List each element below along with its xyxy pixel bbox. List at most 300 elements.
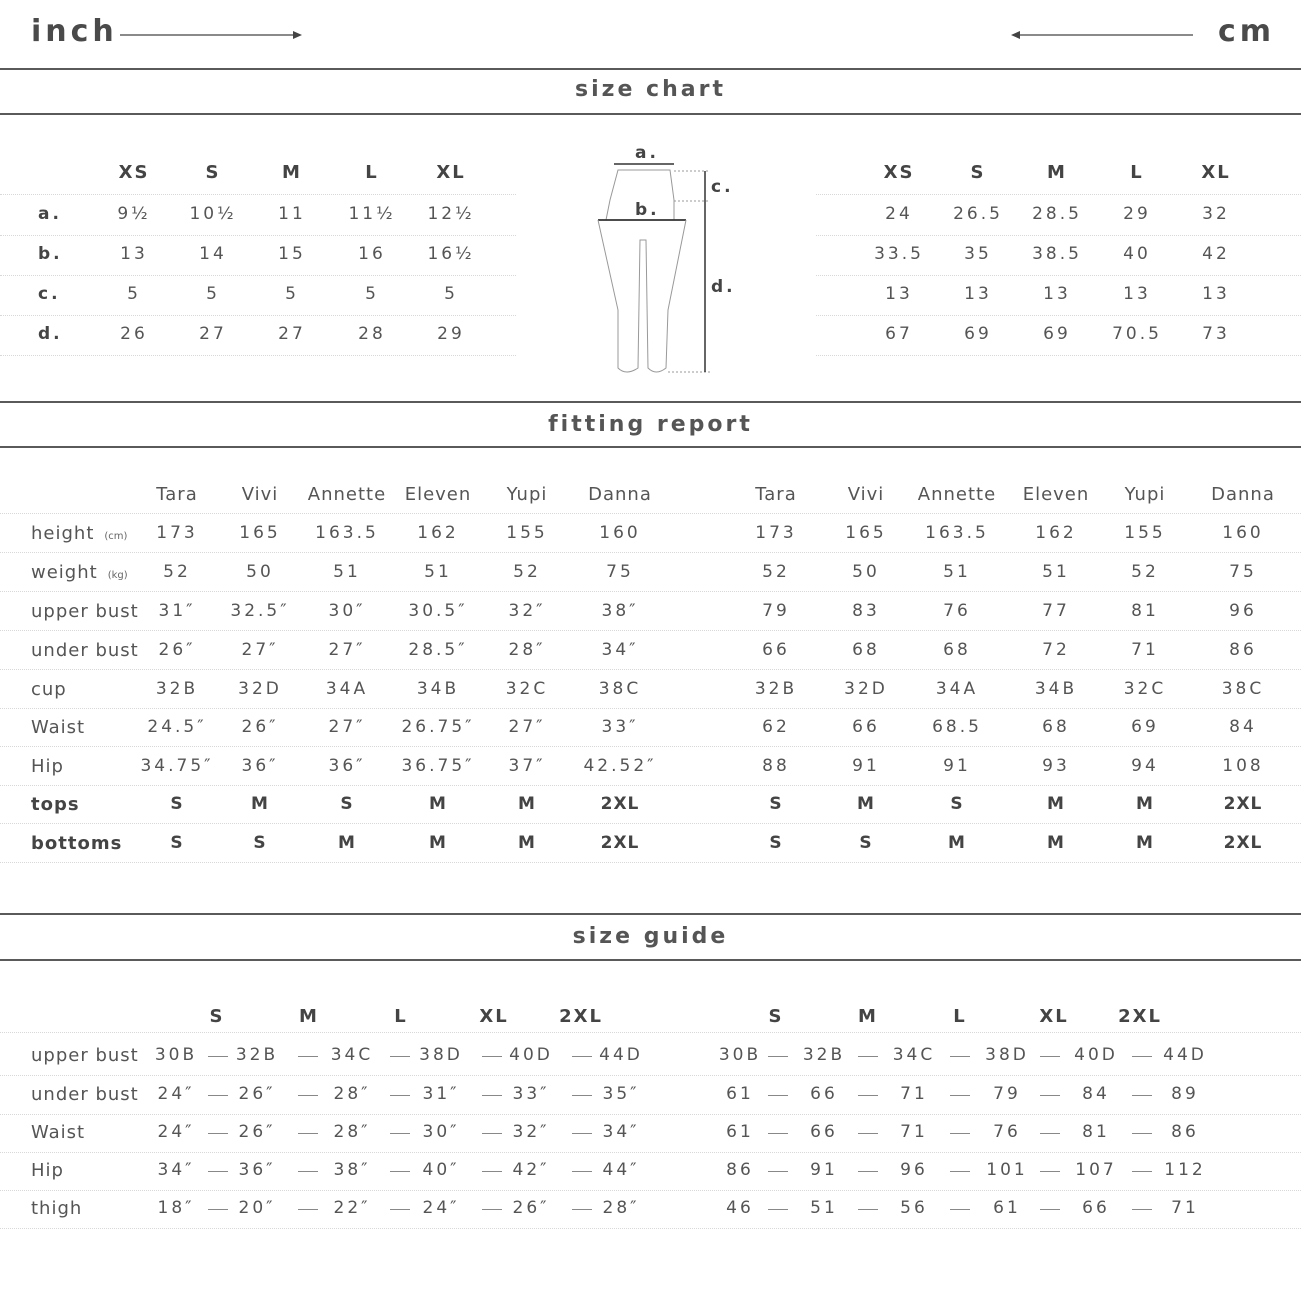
row-label-text: tops bbox=[31, 794, 80, 815]
range-dash bbox=[1132, 1209, 1152, 1210]
range-dash bbox=[482, 1133, 502, 1134]
row-label-text: Waist bbox=[31, 717, 86, 738]
table-cell: 66 bbox=[810, 1122, 838, 1142]
table-cell: 52 bbox=[1131, 562, 1159, 582]
table-cell: 32.5″ bbox=[230, 601, 290, 621]
table-cell: 10½ bbox=[189, 204, 237, 224]
table-cell: 30″ bbox=[422, 1122, 460, 1142]
row-label-c: c. bbox=[38, 284, 61, 304]
table-cell: 73 bbox=[1202, 324, 1230, 344]
table-cell: 51 bbox=[424, 562, 452, 582]
table-cell: 40 bbox=[1123, 244, 1151, 264]
size-header: L bbox=[365, 162, 379, 183]
table-cell: S bbox=[769, 833, 783, 853]
table-cell: S bbox=[170, 794, 184, 814]
range-dash bbox=[572, 1095, 592, 1096]
table-cell: 24.5″ bbox=[147, 717, 207, 737]
table-cell: 14 bbox=[199, 244, 227, 264]
table-cell: 28 bbox=[358, 324, 386, 344]
model-name-header: Eleven bbox=[404, 484, 472, 505]
row-label-text: cup bbox=[31, 679, 67, 700]
table-cell: 72 bbox=[1042, 640, 1070, 660]
diagram-label-b: b. bbox=[635, 200, 660, 220]
table-cell: M bbox=[338, 833, 356, 853]
divider bbox=[0, 913, 1301, 915]
table-cell: 34C bbox=[892, 1045, 936, 1065]
table-cell: 76 bbox=[993, 1122, 1021, 1142]
table-cell: 13 bbox=[885, 284, 913, 304]
row-label bbox=[31, 523, 127, 544]
table-cell: 38D bbox=[419, 1045, 463, 1065]
table-cell: 32″ bbox=[512, 1122, 550, 1142]
table-cell: M bbox=[251, 794, 269, 814]
table-cell: M bbox=[429, 833, 447, 853]
table-cell: 96 bbox=[900, 1160, 928, 1180]
table-cell: 173 bbox=[755, 523, 797, 543]
size-header: XL bbox=[1201, 162, 1231, 183]
row-label: upper bust bbox=[31, 1045, 139, 1066]
table-cell: S bbox=[769, 794, 783, 814]
model-name-header: Annette bbox=[917, 484, 997, 505]
row-divider bbox=[0, 1032, 1301, 1033]
table-cell: 34″ bbox=[602, 1122, 640, 1142]
table-cell: 33.5 bbox=[874, 244, 924, 264]
table-cell: 36.75″ bbox=[401, 756, 475, 776]
table-cell: 30B bbox=[154, 1045, 198, 1065]
table-cell: 94 bbox=[1131, 756, 1159, 776]
divider bbox=[0, 401, 1301, 403]
row-divider bbox=[0, 591, 1301, 592]
row-divider bbox=[0, 823, 1301, 824]
table-cell: 30.5″ bbox=[408, 601, 468, 621]
row-label bbox=[31, 562, 128, 583]
range-dash bbox=[208, 1133, 228, 1134]
table-cell: 68 bbox=[943, 640, 971, 660]
cm-unit-label: cm bbox=[1218, 14, 1276, 49]
table-cell: M bbox=[1136, 833, 1154, 853]
size-header: S bbox=[768, 1006, 784, 1027]
table-cell: 88 bbox=[762, 756, 790, 776]
divider bbox=[0, 446, 1301, 448]
table-cell: 75 bbox=[1229, 562, 1257, 582]
table-cell: 81 bbox=[1131, 601, 1159, 621]
table-cell: 61 bbox=[726, 1122, 754, 1142]
table-cell: 155 bbox=[1124, 523, 1166, 543]
table-cell: S bbox=[950, 794, 964, 814]
leggings-illustration bbox=[590, 140, 740, 380]
table-cell: 38.5 bbox=[1032, 244, 1082, 264]
row-label: Hip bbox=[31, 1160, 64, 1181]
row-divider bbox=[0, 669, 1301, 670]
section-title-fitting-report: fitting report bbox=[548, 412, 753, 437]
table-cell: 30B bbox=[718, 1045, 762, 1065]
table-cell: 42.52″ bbox=[583, 756, 657, 776]
table-cell: M bbox=[518, 833, 536, 853]
model-name-header: Tara bbox=[156, 484, 198, 505]
table-cell: 76 bbox=[943, 601, 971, 621]
range-dash bbox=[298, 1056, 318, 1057]
table-cell: 9½ bbox=[117, 204, 151, 224]
table-cell: 32B bbox=[235, 1045, 279, 1065]
table-cell: 32D bbox=[238, 679, 282, 699]
row-label bbox=[31, 756, 64, 777]
table-cell: 81 bbox=[1082, 1122, 1110, 1142]
table-cell: M bbox=[518, 794, 536, 814]
table-cell: 38D bbox=[985, 1045, 1029, 1065]
table-cell: 62 bbox=[762, 717, 790, 737]
table-cell: 66 bbox=[852, 717, 880, 737]
size-header: XL bbox=[1039, 1006, 1069, 1027]
size-header: L bbox=[394, 1006, 408, 1027]
table-cell: 44D bbox=[599, 1045, 643, 1065]
table-cell: 71 bbox=[900, 1122, 928, 1142]
table-cell: 42 bbox=[1202, 244, 1230, 264]
table-cell: 32B bbox=[754, 679, 798, 699]
row-label-text: weight bbox=[31, 562, 98, 583]
table-cell: 40D bbox=[1074, 1045, 1118, 1065]
table-cell: 66 bbox=[1082, 1198, 1110, 1218]
table-cell: 36″ bbox=[328, 756, 366, 776]
size-header: M bbox=[299, 1006, 319, 1027]
table-cell: 51 bbox=[333, 562, 361, 582]
row-divider bbox=[0, 513, 1301, 514]
table-cell: M bbox=[1047, 833, 1065, 853]
table-cell: 31″ bbox=[158, 601, 196, 621]
table-cell: 84 bbox=[1082, 1084, 1110, 1104]
table-cell: S bbox=[340, 794, 354, 814]
arrow-left-icon bbox=[1008, 28, 1193, 42]
table-cell: 40″ bbox=[422, 1160, 460, 1180]
table-cell: 32B bbox=[155, 679, 199, 699]
size-header: S bbox=[205, 162, 221, 183]
section-title-size-guide: size guide bbox=[572, 924, 729, 949]
table-cell: 84 bbox=[1229, 717, 1257, 737]
table-cell: 27 bbox=[278, 324, 306, 344]
range-dash bbox=[390, 1133, 410, 1134]
table-cell: 61 bbox=[993, 1198, 1021, 1218]
size-header: M bbox=[858, 1006, 878, 1027]
table-cell: 32D bbox=[844, 679, 888, 699]
table-cell: 32C bbox=[1123, 679, 1167, 699]
diagram-label-d: d. bbox=[711, 277, 736, 297]
range-dash bbox=[1132, 1095, 1152, 1096]
row-divider bbox=[0, 1152, 1301, 1153]
table-cell: 28″ bbox=[602, 1198, 640, 1218]
table-cell: 162 bbox=[417, 523, 459, 543]
table-cell: 24″ bbox=[157, 1084, 195, 1104]
table-cell: S bbox=[859, 833, 873, 853]
table-cell: M bbox=[857, 794, 875, 814]
table-cell: 38C bbox=[598, 679, 642, 699]
table-cell: 50 bbox=[246, 562, 274, 582]
table-cell: 34B bbox=[416, 679, 460, 699]
row-label-text: under bust bbox=[31, 640, 139, 661]
range-dash bbox=[1132, 1133, 1152, 1134]
size-header: L bbox=[953, 1006, 967, 1027]
range-dash bbox=[1132, 1056, 1152, 1057]
range-dash bbox=[950, 1171, 970, 1172]
table-cell: 91 bbox=[852, 756, 880, 776]
table-cell: 68.5 bbox=[932, 717, 982, 737]
table-cell: 86 bbox=[1171, 1122, 1199, 1142]
range-dash bbox=[390, 1095, 410, 1096]
model-name-header: Vivi bbox=[241, 484, 279, 505]
table-cell: 44D bbox=[1163, 1045, 1207, 1065]
table-cell: 36″ bbox=[241, 756, 279, 776]
table-cell: 32C bbox=[505, 679, 549, 699]
table-cell: 5 bbox=[206, 284, 220, 304]
table-cell: 28″ bbox=[333, 1122, 371, 1142]
table-cell: 5 bbox=[127, 284, 141, 304]
range-dash bbox=[950, 1209, 970, 1210]
size-header: 2XL bbox=[559, 1006, 603, 1027]
table-cell: 34″ bbox=[601, 640, 639, 660]
range-dash bbox=[390, 1171, 410, 1172]
range-dash bbox=[1040, 1209, 1060, 1210]
table-cell: 77 bbox=[1042, 601, 1070, 621]
table-cell: 33″ bbox=[512, 1084, 550, 1104]
unit-note: (kg) bbox=[107, 570, 128, 581]
range-dash bbox=[768, 1209, 788, 1210]
range-dash bbox=[298, 1133, 318, 1134]
table-cell: 101 bbox=[986, 1160, 1028, 1180]
row-label-text: upper bust bbox=[31, 601, 139, 622]
table-cell: 163.5 bbox=[315, 523, 379, 543]
model-name-header: Tara bbox=[755, 484, 797, 505]
table-cell: 16 bbox=[358, 244, 386, 264]
table-cell: 91 bbox=[810, 1160, 838, 1180]
table-cell: 26″ bbox=[238, 1084, 276, 1104]
table-cell: 75 bbox=[606, 562, 634, 582]
range-dash bbox=[572, 1056, 592, 1057]
table-cell: M bbox=[429, 794, 447, 814]
size-header: XL bbox=[479, 1006, 509, 1027]
table-cell: 24 bbox=[885, 204, 913, 224]
range-dash bbox=[768, 1056, 788, 1057]
divider bbox=[0, 68, 1301, 70]
table-cell: 28″ bbox=[333, 1084, 371, 1104]
range-dash bbox=[208, 1056, 228, 1057]
table-cell: 79 bbox=[993, 1084, 1021, 1104]
table-cell: 15 bbox=[278, 244, 306, 264]
table-cell: 70.5 bbox=[1112, 324, 1162, 344]
range-dash bbox=[858, 1056, 878, 1057]
table-cell: S bbox=[170, 833, 184, 853]
table-cell: 107 bbox=[1075, 1160, 1117, 1180]
row-label bbox=[31, 679, 67, 700]
diagram-label-a: a. bbox=[635, 143, 659, 163]
range-dash bbox=[858, 1171, 878, 1172]
table-cell: 52 bbox=[163, 562, 191, 582]
divider bbox=[0, 959, 1301, 961]
row-divider bbox=[0, 1228, 1301, 1229]
size-header: S bbox=[970, 162, 986, 183]
range-dash bbox=[858, 1133, 878, 1134]
table-cell: 83 bbox=[852, 601, 880, 621]
range-dash bbox=[572, 1209, 592, 1210]
table-cell: M bbox=[1047, 794, 1065, 814]
table-cell: M bbox=[948, 833, 966, 853]
table-cell: M bbox=[1136, 794, 1154, 814]
row-divider bbox=[0, 630, 1301, 631]
range-dash bbox=[482, 1209, 502, 1210]
row-divider bbox=[0, 785, 1301, 786]
size-header: S bbox=[209, 1006, 225, 1027]
table-cell: 66 bbox=[810, 1084, 838, 1104]
table-cell: 34A bbox=[935, 679, 979, 699]
table-cell: 28″ bbox=[508, 640, 546, 660]
row-label bbox=[31, 794, 80, 815]
table-cell: 160 bbox=[1222, 523, 1264, 543]
table-cell: 20″ bbox=[238, 1198, 276, 1218]
table-cell: S bbox=[253, 833, 267, 853]
table-cell: 69 bbox=[1131, 717, 1159, 737]
model-name-header: Vivi bbox=[847, 484, 885, 505]
range-dash bbox=[1040, 1133, 1060, 1134]
table-cell: 162 bbox=[1035, 523, 1077, 543]
table-cell: 163.5 bbox=[925, 523, 989, 543]
model-name-header: Danna bbox=[588, 484, 652, 505]
range-dash bbox=[298, 1095, 318, 1096]
table-cell: 27″ bbox=[241, 640, 279, 660]
table-cell: 29 bbox=[1123, 204, 1151, 224]
table-cell: 68 bbox=[1042, 717, 1070, 737]
table-cell: 56 bbox=[900, 1198, 928, 1218]
table-cell: 24″ bbox=[157, 1122, 195, 1142]
table-cell: 67 bbox=[885, 324, 913, 344]
table-cell: 13 bbox=[964, 284, 992, 304]
table-cell: 91 bbox=[943, 756, 971, 776]
table-cell: 5 bbox=[285, 284, 299, 304]
table-cell: 27″ bbox=[508, 717, 546, 737]
table-cell: 2XL bbox=[1223, 794, 1263, 814]
table-cell: 40D bbox=[509, 1045, 553, 1065]
table-cell: 38C bbox=[1221, 679, 1265, 699]
table-cell: 5 bbox=[444, 284, 458, 304]
table-cell: 13 bbox=[1043, 284, 1071, 304]
model-name-header: Annette bbox=[307, 484, 387, 505]
model-name-header: Eleven bbox=[1022, 484, 1090, 505]
table-cell: 26″ bbox=[512, 1198, 550, 1218]
row-label bbox=[31, 717, 85, 738]
range-dash bbox=[950, 1095, 970, 1096]
row-label-b: b. bbox=[38, 244, 63, 264]
range-dash bbox=[482, 1171, 502, 1172]
table-cell: 32B bbox=[802, 1045, 846, 1065]
row-divider bbox=[0, 1114, 1301, 1115]
table-cell: 51 bbox=[943, 562, 971, 582]
table-cell: 160 bbox=[599, 523, 641, 543]
model-name-header: Yupi bbox=[506, 484, 548, 505]
range-dash bbox=[482, 1056, 502, 1057]
table-cell: 38″ bbox=[601, 601, 639, 621]
table-cell: 34C bbox=[330, 1045, 374, 1065]
range-dash bbox=[390, 1209, 410, 1210]
table-cell: 31″ bbox=[422, 1084, 460, 1104]
model-name-header: Danna bbox=[1211, 484, 1275, 505]
range-dash bbox=[1040, 1171, 1060, 1172]
range-dash bbox=[572, 1171, 592, 1172]
table-cell: 69 bbox=[964, 324, 992, 344]
table-cell: 34″ bbox=[157, 1160, 195, 1180]
range-dash bbox=[858, 1209, 878, 1210]
row-divider bbox=[0, 708, 1301, 709]
table-cell: 27″ bbox=[328, 640, 366, 660]
table-cell: 34.75″ bbox=[140, 756, 214, 776]
table-cell: 26.75″ bbox=[401, 717, 475, 737]
table-cell: 86 bbox=[726, 1160, 754, 1180]
table-cell: 108 bbox=[1222, 756, 1264, 776]
range-dash bbox=[950, 1056, 970, 1057]
row-label: thigh bbox=[31, 1198, 83, 1219]
model-name-header: Yupi bbox=[1124, 484, 1166, 505]
table-cell: 26.5 bbox=[953, 204, 1003, 224]
table-cell: 34A bbox=[325, 679, 369, 699]
table-cell: 11½ bbox=[348, 204, 396, 224]
table-cell: 86 bbox=[1229, 640, 1257, 660]
table-cell: 26 bbox=[120, 324, 148, 344]
table-cell: 2XL bbox=[600, 833, 640, 853]
table-cell: 27″ bbox=[328, 717, 366, 737]
table-cell: 26″ bbox=[241, 717, 279, 737]
size-header: M bbox=[282, 162, 302, 183]
table-cell: 89 bbox=[1171, 1084, 1199, 1104]
range-dash bbox=[390, 1056, 410, 1057]
table-cell: 96 bbox=[1229, 601, 1257, 621]
row-label-text: Hip bbox=[31, 756, 64, 777]
table-cell: 18″ bbox=[157, 1198, 195, 1218]
table-cell: 26″ bbox=[238, 1122, 276, 1142]
table-cell: 13 bbox=[1123, 284, 1151, 304]
table-cell: 52 bbox=[513, 562, 541, 582]
table-cell: 34B bbox=[1034, 679, 1078, 699]
table-cell: 29 bbox=[437, 324, 465, 344]
table-cell: 27 bbox=[199, 324, 227, 344]
range-dash bbox=[1132, 1171, 1152, 1172]
diagram-label-c: c. bbox=[711, 177, 734, 197]
table-cell: 38″ bbox=[333, 1160, 371, 1180]
table-cell: 35″ bbox=[602, 1084, 640, 1104]
range-dash bbox=[858, 1095, 878, 1096]
row-divider bbox=[0, 1075, 1301, 1076]
row-divider bbox=[0, 862, 1301, 863]
range-dash bbox=[482, 1095, 502, 1096]
table-cell: 13 bbox=[120, 244, 148, 264]
table-cell: 32″ bbox=[508, 601, 546, 621]
table-cell: 61 bbox=[726, 1084, 754, 1104]
table-cell: 35 bbox=[964, 244, 992, 264]
table-cell: 46 bbox=[726, 1198, 754, 1218]
row-label-a: a. bbox=[38, 204, 62, 224]
table-cell: 26″ bbox=[158, 640, 196, 660]
row-label: under bust bbox=[31, 1084, 139, 1105]
table-cell: 112 bbox=[1164, 1160, 1206, 1180]
range-dash bbox=[1040, 1095, 1060, 1096]
table-cell: 36″ bbox=[238, 1160, 276, 1180]
range-dash bbox=[208, 1171, 228, 1172]
table-cell: 13 bbox=[1202, 284, 1230, 304]
table-cell: 71 bbox=[900, 1084, 928, 1104]
table-cell: 165 bbox=[239, 523, 281, 543]
row-label: Waist bbox=[31, 1122, 86, 1143]
size-header: M bbox=[1047, 162, 1067, 183]
table-cell: 28.5″ bbox=[408, 640, 468, 660]
row-divider bbox=[0, 1190, 1301, 1191]
range-dash bbox=[298, 1171, 318, 1172]
table-cell: 51 bbox=[1042, 562, 1070, 582]
table-cell: 155 bbox=[506, 523, 548, 543]
range-dash bbox=[208, 1209, 228, 1210]
